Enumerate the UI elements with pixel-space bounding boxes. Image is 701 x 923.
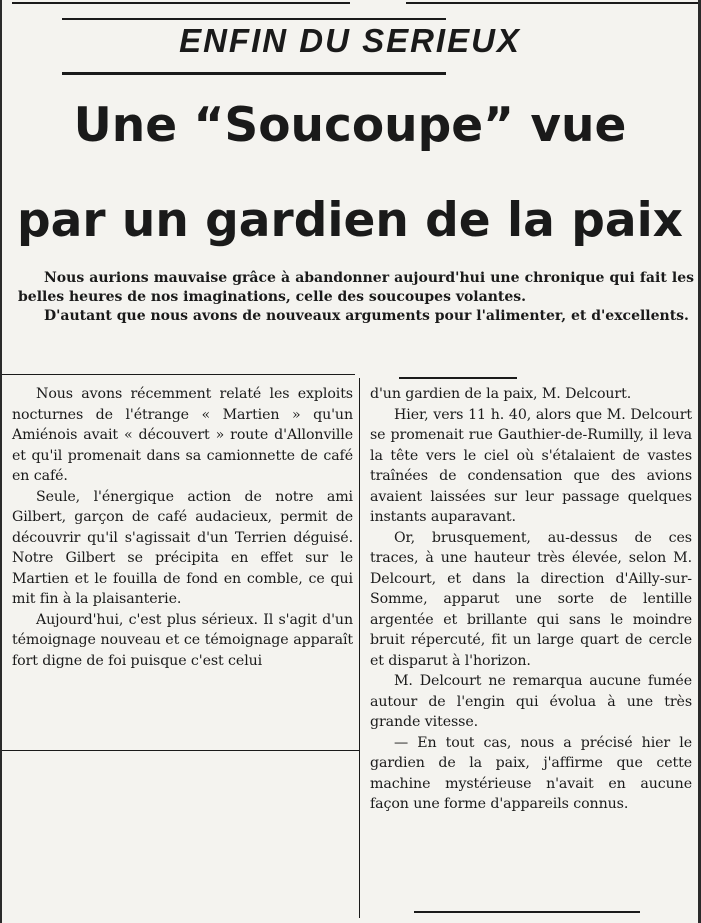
article-paragraph: Aujourd'hui, c'est plus sérieux. Il s'agit d'un témoignage nouveau et ce témoignage apparaît fort digne de foi puisque c'est celui xyxy=(12,611,353,669)
top-rule-left xyxy=(12,2,350,4)
article-column-right xyxy=(370,384,692,815)
intro-paragraph: D'autant que nous avons de nouveaux arguments pour l'alimenter, et d'excellents. xyxy=(44,308,689,324)
column-divider xyxy=(359,378,360,918)
intro-separator-left xyxy=(2,374,355,375)
article-column-left xyxy=(12,384,353,671)
article-paragraph: Or, brusquement, au-dessus de ces traces, à une hauteur très élevée, selon M. Delcourt, et dans la direction d'Ailly-sur-Somme, apparut une sorte de lentille argentée et brillante qui sans le moindre bruit répercuté, fit un large quart de cercle et disparut à l'horizon. xyxy=(370,529,692,669)
article-paragraph: d'un gardien de la paix, M. Delcourt. xyxy=(370,386,632,402)
left-column-bottom-rule xyxy=(2,750,360,751)
kicker: ENFIN DU SERIEUX xyxy=(179,22,521,59)
article-paragraph: Seule, l'énergique action de notre ami Gilbert, garçon de café audacieux, permit de découvrir qu'il s'agissait d'un Terrien déguisé. Notre Gilbert se précipita en effet sur le Martien et le fouilla de fond en comble, ce qui mit fin à la plaisanterie. xyxy=(12,488,353,607)
bottom-rule xyxy=(414,911,640,913)
kicker-rule-top xyxy=(62,18,446,20)
article-paragraph: Hier, vers 11 h. 40, alors que M. Delcourt se promenait rue Gauthier-de-Rumilly, il leva la tête vers le ciel où s'étalaient de vastes traînées de condensation que des avions avaient laissées sur leur passage quelques instants auparavant. xyxy=(370,406,692,525)
top-rule-right xyxy=(406,2,698,4)
intro-paragraph: Nous aurions mauvaise grâce à abandonner aujourd'hui une chronique qui fait les belles heures de nos imaginations, celle des soucoupes volantes. xyxy=(18,270,694,305)
kicker-rule-bottom xyxy=(62,72,446,75)
intro-separator-right xyxy=(399,377,517,379)
headline-line-1: Une “Soucoupe” vue xyxy=(73,98,627,153)
headline-line-2: par un gardien de la paix xyxy=(16,193,684,248)
article-paragraph: Nous avons récemment relaté les exploits nocturnes de l'étrange « Martien » qu'un Amiénois avait « découvert » route d'Allonville et qu'il promenait dans sa camionnette de café en café. xyxy=(12,386,353,484)
article-paragraph: M. Delcourt ne remarqua aucune fumée autour de l'engin qui évolua à une très grande vitesse. xyxy=(370,673,692,730)
intro xyxy=(18,269,694,326)
article-paragraph: — En tout cas, nous a précisé hier le gardien de la paix, j'affirme que cette machine mystérieuse n'avait en aucune façon une forme d'appareils connus. xyxy=(370,734,692,812)
